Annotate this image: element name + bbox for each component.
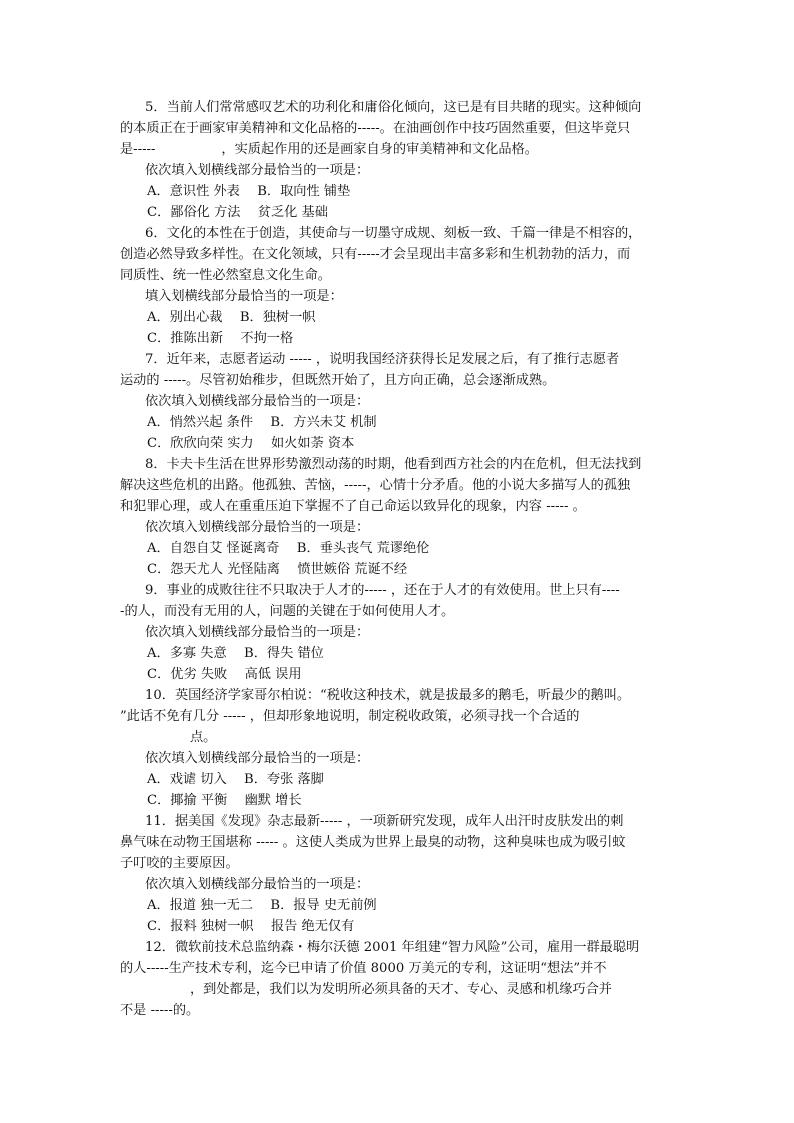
- q6-options-ab: A．别出心裁 B．独树一帜: [147, 310, 316, 325]
- q11-line-3: 子叮咬的主要原因。: [120, 856, 239, 871]
- q5-options-ab: A．意识性 外表 B．取向性 铺垫: [147, 184, 351, 199]
- q6-line-2: 创造必然导致多样性。在文化领域，只有-----才会呈现出丰富多彩和生机勃勃的活力，而: [120, 247, 631, 262]
- q10-options-cd: C．揶揄 平衡 幽默 增长: [147, 793, 302, 808]
- q10-line-1: 10．英国经济学家哥尔柏说：“税收这种技术，就是拔最多的鹅毛，听最少的鹅叫。: [145, 688, 631, 703]
- q11-line-1: 11．据美国《发现》杂志最新----- ，一项新研究发现，成年人出汗时皮肤发出的刺: [145, 814, 624, 829]
- q10-line-2: ”此话不免有几分 ----- ，但却形象地说明，制定税收政策，必须寻找一个合适的: [120, 709, 580, 724]
- q5-instruction: 依次填入划横线部分最恰当的一项是：: [145, 163, 370, 178]
- q6-options-cd: C．推陈出新 不拘一格: [147, 331, 294, 346]
- q12-line-3: ，到处都是，我们以为发明所必须具备的天才、专心、灵感和机缘巧合并: [190, 982, 612, 997]
- q9-options-ab: A．多寡 失意 B．得失 错位: [147, 646, 324, 661]
- q5-line-2: 的本质正在于画家审美精神和文化品格的-----。在油画创作中技巧固然重要，但这毕竟只: [120, 121, 631, 136]
- q7-line-1: 7．近年来，志愿者运动 ----- ，说明我国经济获得长足发展之后，有了推行志愿者: [145, 352, 620, 367]
- q6-line-1: 6．文化的本性在于创造，其使命与一切墨守成规、刻板一致、千篇一律是不相容的，: [145, 226, 642, 241]
- q5-options-cd: C．鄙俗化 方法 贫乏化 基础: [147, 205, 328, 220]
- q10-line-3: 点。: [190, 730, 217, 745]
- q8-options-cd: C．怨天尤人 光怪陆离 愤世嫉俗 荒诞不经: [147, 562, 408, 577]
- q5-line-3: 是----- ，实质起作用的还是画家自身的审美精神和文化品格。: [120, 142, 538, 157]
- q5-line-1: 5．当前人们常常感叹艺术的功利化和庸俗化倾向，这已是有目共睹的现实。这种倾向: [145, 100, 642, 115]
- q9-line-2: -的人，而没有无用的人，问题的关键在于如何使用人才。: [120, 604, 455, 619]
- q6-line-3: 同质性、统一性必然窒息文化生命。: [120, 268, 331, 283]
- q7-line-2: 运动的 -----。尽管初始稚步，但既然开始了，且方向正确，总会逐渐成熟。: [120, 373, 556, 388]
- q11-instruction: 依次填入划横线部分最恰当的一项是：: [145, 877, 370, 892]
- q7-options-ab: A．悄然兴起 条件 B．方兴未艾 机制: [147, 415, 377, 430]
- q11-options-ab: A．报道 独一无二 B．报导 史无前例: [147, 898, 377, 913]
- q8-line-1: 8．卡夫卡生活在世界形势激烈动荡的时期，他看到西方社会的内在危机，但无法找到: [145, 457, 642, 472]
- q9-instruction: 依次填入划横线部分最恰当的一项是：: [145, 625, 370, 640]
- q9-line-1: 9．事业的成败往往不只取决于人才的----- ，还在于人才的有效使用。世上只有----: [145, 583, 620, 598]
- q8-instruction: 依次填入划横线部分最恰当的一项是：: [145, 520, 370, 535]
- q12-line-2: 的人-----生产技术专利，迄今已申请了价值 8000 万美元的专利，这证明“想法”并不: [120, 961, 607, 976]
- q6-instruction: 填入划横线部分最恰当的一项是：: [145, 289, 343, 304]
- q8-line-3: 和犯罪心理，或人在重重压迫下掌握不了自己命运以致异化的现象，内容 ----- 。: [120, 499, 586, 514]
- q7-options-cd: C．欣欣向荣 实力 如火如荼 资本: [147, 436, 355, 451]
- q12-line-1: 12．微软前技术总监纳森・梅尔沃德 2001 年组建“智力风险”公司，雇用一群最聪明: [145, 940, 640, 955]
- q10-instruction: 依次填入划横线部分最恰当的一项是：: [145, 751, 370, 766]
- q9-options-cd: C．优劣 失败 高低 误用: [147, 667, 302, 682]
- q11-line-2: 鼻气味在动物王国堪称 ----- 。这使人类成为世界上最臭的动物，这种臭味也成为吸引蚊: [120, 835, 626, 850]
- q10-options-ab: A．戏谑 切入 B．夸张 落脚: [147, 772, 324, 787]
- q8-options-ab: A．自怨自艾 怪诞离奇 B．垂头丧气 荒谬绝伦: [147, 541, 430, 556]
- q8-line-2: 解决这些危机的出路。他孤独、苦恼，-----，心情十分矛盾。他的小说大多描写人的孤独: [120, 478, 631, 493]
- q12-line-4: 不是 -----的。: [120, 1003, 200, 1018]
- q7-instruction: 依次填入划横线部分最恰当的一项是：: [145, 394, 370, 409]
- q11-options-cd: C．报料 独树一帜 报告 绝无仅有: [147, 919, 355, 934]
